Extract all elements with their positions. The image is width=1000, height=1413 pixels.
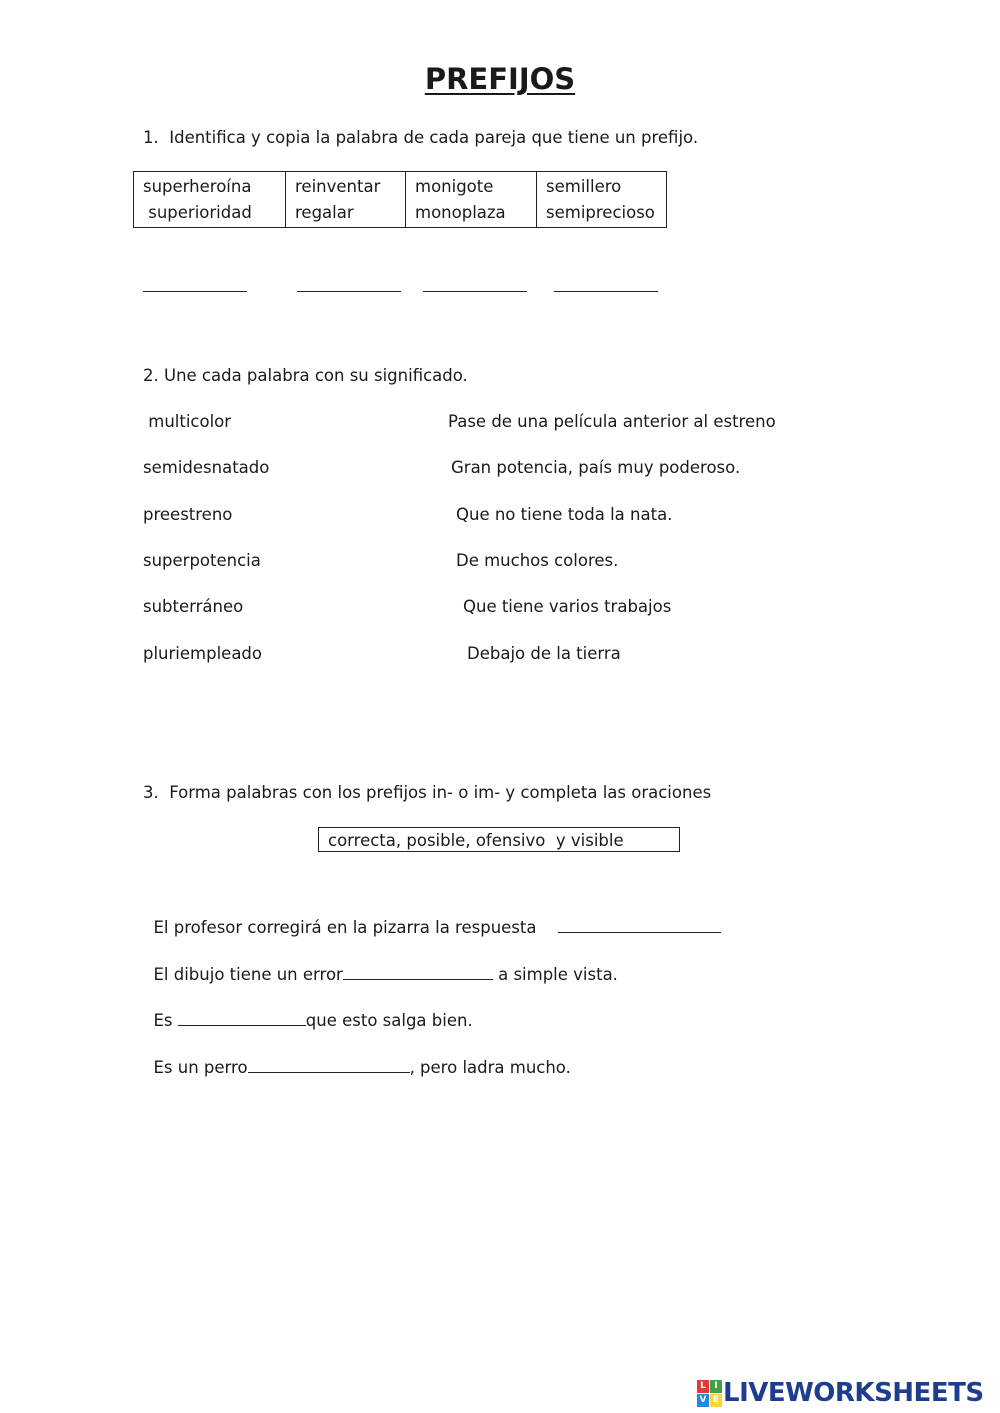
pair-word: superioridad: [143, 203, 252, 222]
match-meaning[interactable]: Que no tiene toda la nata.: [456, 505, 673, 524]
sentence-text: a simple vista.: [492, 965, 618, 984]
sentence-1: [143, 899, 721, 937]
exercise-3-instruction: 3. Forma palabras con los prefijos in- o im- y completa las oraciones: [143, 783, 712, 802]
answer-blank-3[interactable]: [423, 291, 527, 292]
sentence-blank[interactable]: [248, 1058, 410, 1073]
match-meaning[interactable]: Pase de una película anterior al estreno: [448, 412, 776, 431]
match-word[interactable]: pluriempleado: [143, 644, 262, 663]
match-word[interactable]: subterráneo: [143, 597, 244, 616]
match-meaning[interactable]: De muchos colores.: [456, 551, 619, 570]
word-pairs-table: [133, 171, 667, 228]
pair-word: monigote: [415, 177, 494, 196]
sentence-blank[interactable]: [343, 965, 493, 980]
logo-mark-letter: V: [697, 1394, 709, 1407]
match-word[interactable]: semidesnatado: [143, 458, 270, 477]
pair-word: semillero: [546, 177, 622, 196]
sentence-text: Es: [153, 1011, 178, 1030]
pair-word: reinventar: [295, 177, 381, 196]
pair-cell: [286, 172, 406, 228]
sentence-4: [143, 1039, 571, 1077]
logo-mark-letter: E: [710, 1394, 722, 1407]
sentence-3: [143, 992, 473, 1030]
answer-blank-1[interactable]: [143, 291, 247, 292]
exercise-2-instruction: 2. Une cada palabra con su significado.: [143, 366, 468, 385]
page-title: PREFIJOS: [424, 62, 576, 96]
pair-word: regalar: [295, 203, 354, 222]
pair-word: superheroína: [143, 177, 252, 196]
pair-cell: [134, 172, 286, 228]
exercise-1-instruction: 1. Identifica y copia la palabra de cada pareja que tiene un prefijo.: [143, 128, 699, 147]
match-word[interactable]: superpotencia: [143, 551, 261, 570]
sentence-text: que esto salga bien.: [305, 1011, 473, 1030]
match-meaning[interactable]: Gran potencia, país muy poderoso.: [451, 458, 741, 477]
logo-mark-letter: L: [697, 1380, 709, 1393]
sentence-2: [143, 946, 618, 984]
logo-mark-letter: I: [710, 1380, 722, 1393]
pair-cell: [537, 172, 667, 228]
sentence-text: , pero ladra mucho.: [409, 1058, 571, 1077]
sentence-text: El profesor corregirá en la pizarra la respuesta: [153, 918, 537, 937]
match-word[interactable]: preestreno: [143, 505, 233, 524]
logo-mark-icon: [697, 1380, 721, 1406]
pair-cell: [406, 172, 537, 228]
pair-word: semiprecioso: [546, 203, 655, 222]
pair-word: monoplaza: [415, 203, 506, 222]
sentence-text: El dibujo tiene un error: [153, 965, 343, 984]
match-meaning[interactable]: Que tiene varios trabajos: [463, 597, 672, 616]
answer-blank-4[interactable]: [554, 291, 658, 292]
sentence-blank[interactable]: [178, 1011, 306, 1026]
word-bank-box: correcta, posible, ofensivo y visible: [318, 827, 680, 852]
match-meaning[interactable]: Debajo de la tierra: [467, 644, 621, 663]
sentence-text: Es un perro: [153, 1058, 248, 1077]
answer-blank-2[interactable]: [297, 291, 401, 292]
logo-text: LIVEWORKSHEETS: [723, 1378, 984, 1408]
sentence-blank[interactable]: [558, 918, 721, 933]
match-word[interactable]: multicolor: [143, 412, 232, 431]
liveworksheets-logo: [697, 1378, 984, 1408]
